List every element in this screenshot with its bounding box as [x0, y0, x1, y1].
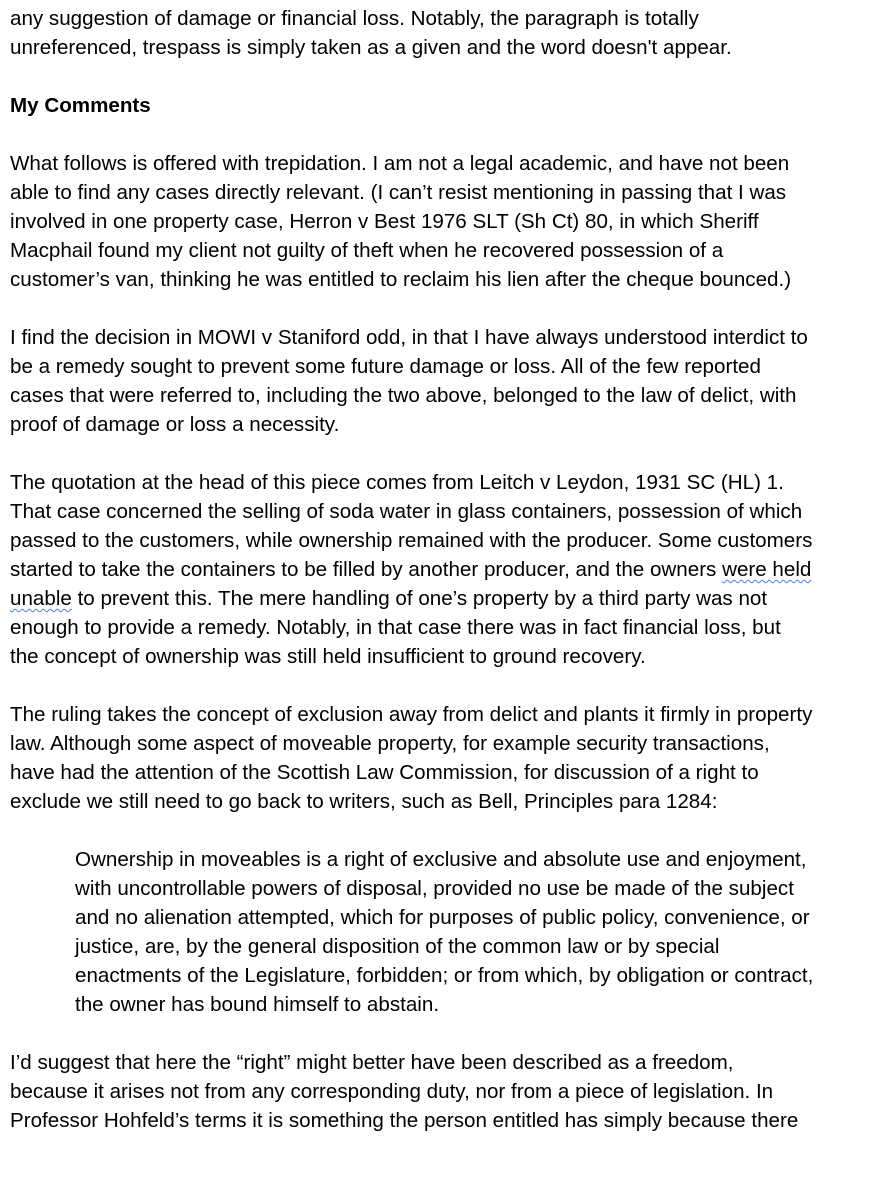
text-line: passed to the customers, while ownership remained with the producer. Some customers: [10, 529, 813, 552]
text-line: the concept of ownership was still held insufficient to ground recovery.: [10, 645, 646, 668]
text-line: law. Although some aspect of moveable property, for example security transactions,: [10, 732, 770, 755]
text-line: I find the decision in MOWI v Staniford odd, in that I have always understood interdict to: [10, 326, 808, 349]
paragraph-hohfeld: [10, 1048, 876, 1135]
text-line: because it arises not from any corresponding duty, nor from a piece of legislation. In: [10, 1080, 774, 1103]
text-segment: to prevent this. The mere handling of one’s property by a third party was not: [71, 587, 768, 610]
spellcheck-flagged-text[interactable]: unable: [10, 587, 72, 610]
paragraph-mowi-decision: [10, 323, 876, 439]
text-line: Professor Hohfeld’s terms it is something the person entitled has simply because there: [10, 1109, 799, 1132]
spellcheck-flagged-text[interactable]: were held: [722, 558, 812, 581]
paragraph-ruling: [10, 700, 876, 816]
text-line: cases that were referred to, including the two above, belonged to the law of delict, with: [10, 384, 797, 407]
text-line: customer’s van, thinking he was entitled to reclaim his lien after the cheque bounced.): [10, 268, 792, 291]
text-line: proof of damage or loss a necessity.: [10, 413, 340, 436]
quote-line: and no alienation attempted, which for purposes of public policy, convenience, or: [75, 906, 810, 929]
quote-line: justice, are, by the general disposition of the common law or by special: [75, 935, 720, 958]
quote-line: enactments of the Legislature, forbidden; or from which, by obligation or contract,: [75, 964, 814, 987]
text-line: unreferenced, trespass is simply taken as a given and the word doesn't appear.: [10, 36, 732, 59]
text-line: involved in one property case, Herron v Best 1976 SLT (Sh Ct) 80, in which Sheriff: [10, 210, 759, 233]
section-heading: My Comments: [10, 94, 151, 117]
paragraph-leitch-v-leydon: [10, 468, 876, 671]
text-line: have had the attention of the Scottish Law Commission, for discussion of a right to: [10, 761, 759, 784]
text-line: exclude we still need to go back to writers, such as Bell, Principles para 1284:: [10, 790, 718, 813]
quote-line: Ownership in moveables is a right of exclusive and absolute use and enjoyment,: [75, 848, 807, 871]
quote-line: with uncontrollable powers of disposal, provided no use be made of the subject: [75, 877, 794, 900]
text-line: be a remedy sought to prevent some future damage or loss. All of the few reported: [10, 355, 761, 378]
paragraph-trepidation: [10, 149, 876, 294]
text-line: enough to provide a remedy. Notably, in that case there was in fact financial loss, but: [10, 616, 781, 639]
text-line: The ruling takes the concept of exclusion away from delict and plants it firmly in property: [10, 703, 813, 726]
text-line: [10, 584, 876, 613]
text-line: able to find any cases directly relevant. (I can’t resist mentioning in passing that I was: [10, 181, 787, 204]
text-line: [10, 555, 876, 584]
text-line: That case concerned the selling of soda water in glass containers, possession of which: [10, 500, 803, 523]
text-line: I’d suggest that here the “right” might better have been described as a freedom,: [10, 1051, 734, 1074]
text-segment: started to take the containers to be filled by another producer, and the owners: [10, 558, 723, 581]
intro-paragraph: [10, 4, 876, 62]
text-line: What follows is offered with trepidation. I am not a legal academic, and have not been: [10, 152, 790, 175]
bell-principles-quote: [75, 845, 876, 1019]
quote-line: the owner has bound himself to abstain.: [75, 993, 440, 1016]
text-line: Macphail found my client not guilty of theft when he recovered possession of a: [10, 239, 724, 262]
text-line: The quotation at the head of this piece comes from Leitch v Leydon, 1931 SC (HL) 1.: [10, 471, 784, 494]
text-line: any suggestion of damage or financial loss. Notably, the paragraph is totally: [10, 7, 699, 30]
document-page: [10, 4, 876, 1164]
